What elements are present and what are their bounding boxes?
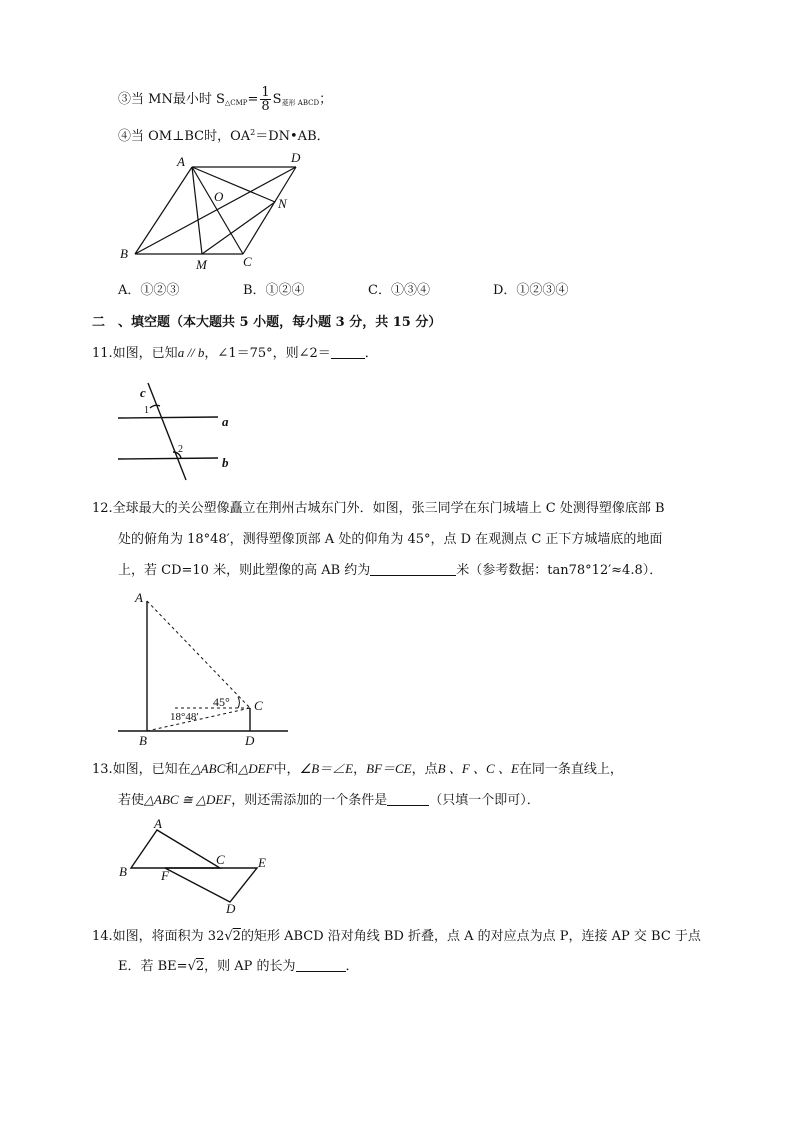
q12-line3-b: 米（参考数据：tan78°12′≈4.8）． [456, 563, 663, 578]
q13-and: 和 [225, 762, 239, 777]
q14-text-a: 14.如图，将面积为 32 [92, 929, 225, 944]
q11-text-a: 11.如图，已知 [92, 346, 178, 361]
q13-line2-a: 若使 [118, 793, 145, 808]
q10-label-N: N [278, 196, 287, 211]
q12-label-D: D [245, 733, 255, 748]
fraction-denominator: 8 [261, 99, 270, 114]
q13-text-a: 13.如图，已知在 [92, 762, 191, 777]
q14-line2-b: ，则 AP 的长为 [204, 959, 296, 974]
q13-comma: ， [353, 762, 367, 777]
q11-condition: a // b [177, 345, 205, 360]
q14-sqrt-value: 2 [232, 929, 241, 944]
q14-line2-a: E．若 BE= [118, 959, 188, 974]
q12-angle-45: 45° [213, 695, 230, 709]
q12-angle-18: 18°48′ [170, 711, 199, 723]
q10-label-O: O [214, 189, 224, 204]
q11-label-2: 2 [178, 444, 183, 455]
q13-label-E: E [258, 855, 266, 870]
q13-label-F: F [161, 868, 169, 883]
q11-label-a: a [222, 414, 229, 429]
q11-label-c: c [140, 385, 146, 400]
q14-line-1 [92, 928, 701, 946]
q10-stmt4-sup: 2 [250, 128, 256, 137]
q13-text-b: 中， [273, 762, 300, 777]
q10-label-C: C [243, 254, 252, 269]
q13-label-A: A [154, 816, 162, 831]
q10-option-d: D．①②③④ [493, 283, 569, 298]
q14-sqrt-value-2: 2 [195, 959, 205, 974]
q10-option-b: B．①②④ [243, 283, 305, 298]
q13-label-D: D [226, 901, 236, 916]
q13-label-C: C [216, 852, 225, 867]
q11-label-1: 1 [144, 405, 149, 416]
fraction-numerator: 1 [261, 85, 270, 100]
q10-label-A: A [177, 154, 185, 169]
q10-stmt3-text: ③当 MN最小时 S [118, 92, 225, 107]
q13-line2-c: （只填一个即可）． [429, 793, 540, 808]
q13-cond-angle: ∠B＝∠E [299, 761, 354, 776]
q14-answer-blank[interactable] [296, 959, 346, 972]
q10-stmt3-sub2: 菱形 ABCD [281, 99, 320, 107]
q10-stmt3-sub1: △CMP [224, 99, 248, 107]
q10-label-D: D [291, 150, 301, 165]
q12-line3-a: 上，若 CD=10 米，则此塑像的高 AB 约为 [118, 563, 371, 578]
q14-sqrt: √2 [224, 929, 241, 944]
q14-line-2 [118, 958, 359, 976]
q13-tri-abc: △ABC [190, 761, 226, 776]
q12-label-B: B [139, 733, 147, 748]
q11-text-b: ，∠1＝75°，则∠2＝ [204, 346, 331, 361]
q13-cond-segment: BF＝CE [366, 761, 412, 776]
q12-line-1: 12.全球最大的关公塑像矗立在荆州古城东门外．如图，张三同学在东门城墙上 C 处测得塑像底部 B [92, 501, 665, 516]
q13-congruence: △ABC ≅ △DEF [144, 792, 232, 807]
q10-stmt4-b: ＝DN•AB． [255, 129, 330, 144]
q10-stmt3-eq: = [247, 92, 259, 107]
q12-label-A: A [135, 590, 143, 605]
q10-option-c: C．①③④ [368, 283, 430, 298]
q13-text-c: ，点 [411, 762, 438, 777]
q10-option-a: A．①②③ [118, 283, 180, 298]
q11-label-b: b [222, 455, 229, 470]
q11-text-end: ． [364, 346, 378, 361]
q13-label-B: B [119, 864, 127, 879]
q10-stmt3-end: ； [319, 92, 333, 107]
q13-text-d: 在同一条直线上， [518, 762, 623, 777]
q10-label-M: M [196, 257, 207, 272]
q13-line2-b: ，则还需添加的一个条件是 [231, 793, 388, 808]
q13-points: B 、F 、C 、E [437, 761, 519, 776]
q10-label-B: B [120, 246, 128, 261]
q10-stmt4-a: ④当 OM⊥BC时，OA [118, 129, 251, 144]
q12-line-2: 处的俯角为 18°48′，测得塑像顶部 A 处的仰角为 45°，点 D 在观测点 C 正下方城墙底的地面 [118, 532, 663, 547]
q10-stmt3-s: S [272, 92, 282, 107]
q12-label-C: C [254, 698, 263, 713]
q14-text-b: 的矩形 ABCD 沿对角线 BD 折叠，点 A 的对应点为点 P，连接 AP 交 BC 于点 [240, 929, 701, 944]
q13-tri-def: △DEF [238, 761, 274, 776]
section-heading-fill-in: 二 、填空题（本大题共 5 小题，每小题 3 分，共 15 分） [92, 315, 442, 330]
q14-sqrt-2: √2 [187, 959, 205, 974]
q14-line2-c: ． [345, 959, 359, 974]
